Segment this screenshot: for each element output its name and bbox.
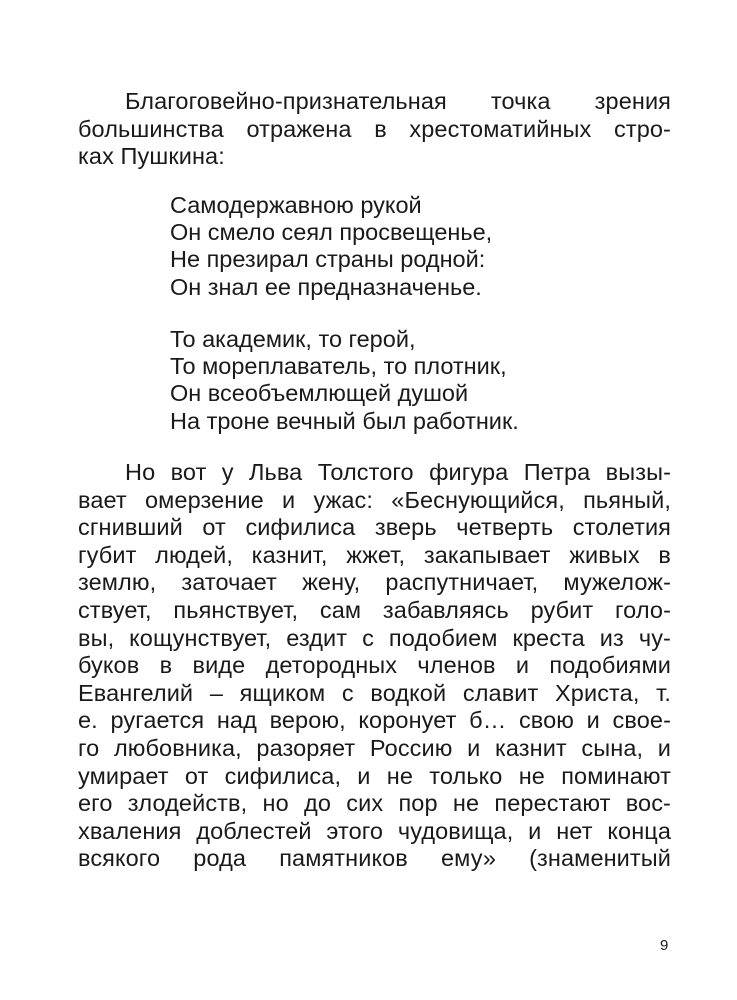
page-number: 9 — [660, 937, 669, 954]
text-line: Евангелий – ящиком с водкой славит Христа, т. — [78, 679, 671, 706]
poem-line: То мореплаватель, то плотник, — [170, 353, 507, 380]
text-line: его злодейств, но до сих пор не перестают вос- — [78, 790, 671, 817]
text-line: Но вот у Льва Толстого фигура Петра вызы- — [125, 459, 671, 485]
poem-line: Самодержавною рукой — [170, 192, 422, 218]
poem-line: Он знал ее предназначенье. — [170, 273, 482, 300]
poem-line: Он смело сеял просвещенье, — [170, 219, 493, 246]
text-line: большинства отражена в хрестоматийных стро- — [78, 115, 671, 142]
text-line: умирает от сифилиса, и не только не поминают — [78, 762, 671, 789]
poem-stanza-1 — [170, 192, 492, 301]
paragraph-tolstoy-quote — [78, 459, 671, 873]
text-line: хваления доблестей этого чудовища, и нет конца — [78, 817, 671, 844]
poem-line: На троне вечный был работник. — [170, 407, 519, 434]
text-line: сгнивший от сифилиса зверь четверть столетия — [78, 514, 671, 541]
poem-stanza-2 — [170, 326, 519, 435]
text-line: землю, заточает жену, распутничает, мужелож- — [78, 569, 671, 596]
text-line: е. ругается над верою, коронует б… свою и свое- — [78, 707, 671, 734]
text-line: ках Пушкина: — [78, 143, 225, 170]
text-line: го любовника, разоряет Россию и казнит сына, и — [78, 734, 671, 761]
paragraph-intro — [78, 88, 671, 171]
text-line: вы, кощунствует, ездит с подобием креста из чу- — [78, 624, 671, 651]
text-line: буков в виде детородных членов и подобиями — [78, 652, 671, 679]
poem-line: Не презирал страны родной: — [170, 246, 486, 273]
text-line: вает омерзение и ужас: «Беснующийся, пьяный, — [78, 486, 671, 513]
poem-line: Он всеобъемлющей душой — [170, 380, 469, 407]
text-line: Благоговейно-признательная точка зрения — [125, 88, 671, 114]
text-line: всякого рода памятников ему» (знаменитый — [78, 845, 671, 872]
poem-line: То академик, то герой, — [170, 326, 416, 352]
text-line: губит людей, казнит, жжет, закапывает живых в — [78, 541, 671, 568]
text-line: ствует, пьянствует, сам забавляясь рубит голо- — [78, 596, 671, 623]
